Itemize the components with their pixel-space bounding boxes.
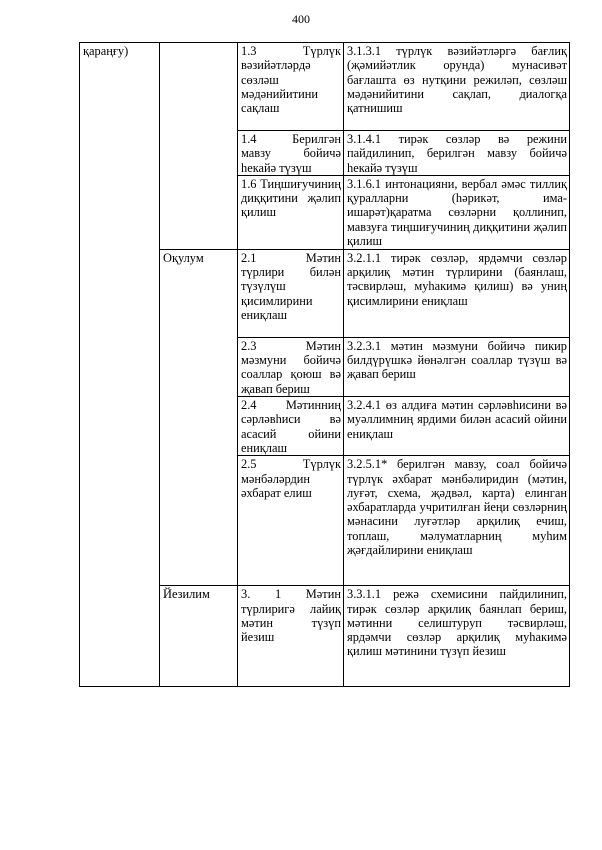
table-cell-outcome	[344, 456, 570, 586]
table-cell-outcome	[344, 337, 570, 396]
table-cell-objective	[238, 337, 344, 396]
outcome-text: 3.1.3.1 түрлүк вәзийәтләргә бағлиқ (җәмийәтлик орунда) мунасивәт бағлашта өз нутқини режиләп, сөзләш мәдәнийитини сақлап, диалогқа қатнишиш	[347, 44, 567, 116]
table-cell-objective	[238, 586, 344, 687]
outcome-text: 3.2.3.1 мәтин мәзмуни бойичә пикир билдүрүшкә йөнәлгән соаллар түзүш вә җавап бериш	[347, 338, 567, 382]
page-number: 400	[292, 12, 310, 26]
table-cell-outcome	[344, 131, 570, 176]
table-cell-objective	[238, 397, 344, 456]
table-row	[80, 43, 570, 131]
table-cell-objective	[238, 456, 344, 586]
outcome-text: 3.2.1.1 тирәк сөзләр, ярдәмчи сөзләр арқилиқ мәтин түрлирини (баянлаш, тәсвирләш, муһакимә қилиш) вә униң қисимлирини ениқлаш	[347, 250, 567, 308]
objective-text: 3. 1 Мәтин түрлиригә лайиқ мәтин түзүп йезиш	[241, 587, 341, 645]
objective-text: 2.1 Мәтин түрлири билән түзүлүш қисимлирини ениқлаш	[241, 250, 341, 323]
outcome-text: 3.3.1.1 режә схемисини пайдилинип, тирәк сөзләр арқилиқ баянлап бериш, мәтинни селиштуруп тәсвирләш, ярдәмчи сөзләр арқилиқ муһакимә қилиш мәтинини түзүп йезиш	[347, 587, 567, 659]
objective-text: 1.3 Түрлүк вәзийәтләрдә сөзләш мәдәнийитини сақлаш	[241, 44, 341, 116]
table-cell-section	[80, 43, 160, 687]
skill-text: Йезилим	[163, 587, 210, 602]
table-cell-outcome	[344, 175, 570, 249]
curriculum-table	[79, 42, 570, 687]
table-cell-objective	[238, 249, 344, 337]
outcome-text: 3.2.4.1 өз алдиға мәтин сәрләвһисини вә муәллимниң ярдими билән асасий ойини ениқлаш	[347, 398, 567, 441]
table-cell-skill	[160, 586, 238, 687]
table-cell-outcome	[344, 586, 570, 687]
table-cell-objective	[238, 131, 344, 176]
skill-text: Оқулум	[163, 250, 204, 265]
objective-text: 1.4 Берилгән мавзу бойичә һекайә түзүш	[241, 132, 341, 175]
table-cell-outcome	[344, 249, 570, 337]
outcome-text: 3.1.4.1 тирәк сөзләр вә режини пайдилинип, берилгән мавзу бойичә һекайә түзүш	[347, 132, 567, 175]
objective-text: 2.3 Мәтин мәзмуни бойичә соаллар қоюш вә җавап бериш	[241, 338, 341, 396]
table-cell-outcome	[344, 43, 570, 131]
table-cell-skill	[160, 249, 238, 585]
table-cell-objective	[238, 175, 344, 249]
table-cell-outcome	[344, 397, 570, 456]
objective-text: 2.4 Мәтинниң сәрләвһиси вә асасий ойини ениқлаш	[241, 398, 341, 455]
section-text: қараңғу)	[83, 44, 129, 58]
objective-text: 2.5 Түрлүк мәнбәләрдин әхбарат елиш	[241, 457, 341, 500]
outcome-text: 3.2.5.1* берилгән мавзу, соал бойичә түрлүк әхбарат мәнбәлиридин (мәтин, луғәт, схема, җәдвәл, карта) елинган әхбаратларда учритилған йеңи сөзләрниң мәнасини луғәтләр арқилиқ ечиш, топлаш, мәлуматларниң муһим җәғдайлирини ениқлаш	[347, 457, 567, 558]
table-cell-skill	[160, 43, 238, 250]
table-cell-objective	[238, 43, 344, 131]
outcome-text: 3.1.6.1 интонацияни, вербал әмәс тиллиқ қуралларни (һәрикәт, има-ишарәт)қаратма сөзләрни қоллинип, мавзуға тиңшиғучиниң диққитини җәлип қилиш	[347, 176, 567, 249]
objective-text: 1.6 Тиңшиғучиниң диққитини җәлип қилиш	[241, 176, 341, 220]
